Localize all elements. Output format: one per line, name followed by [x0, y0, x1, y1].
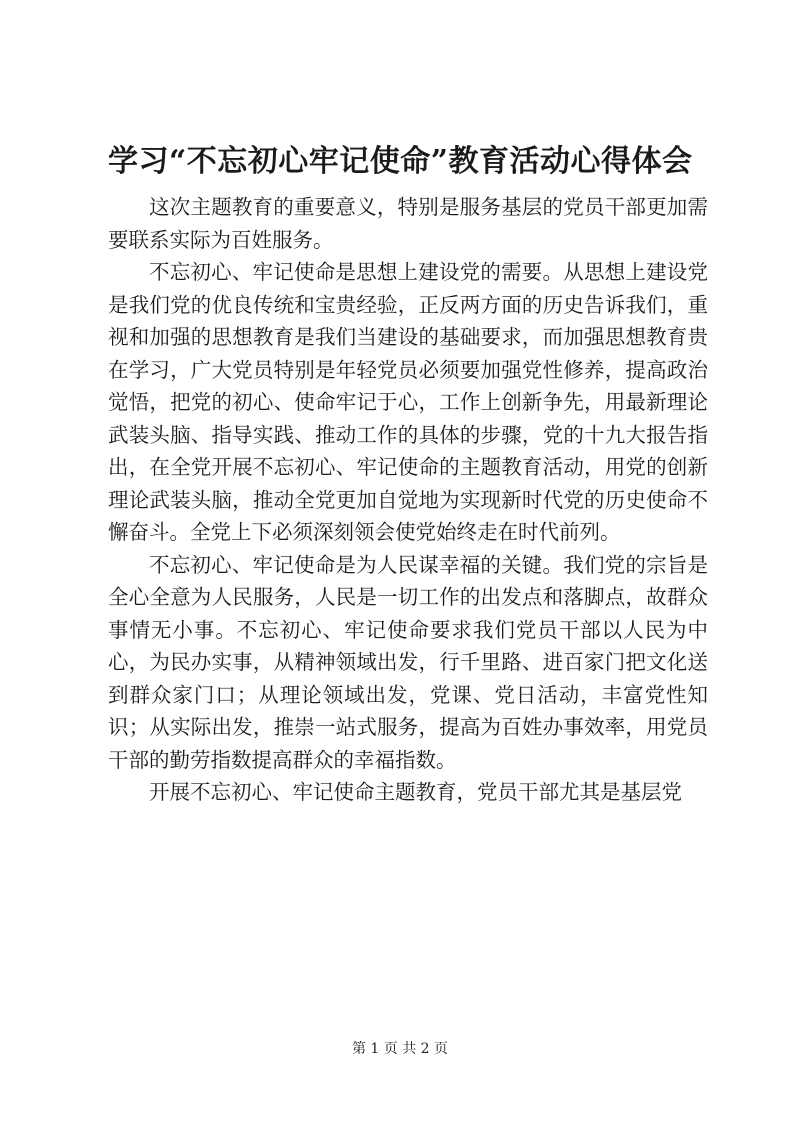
document-body [108, 191, 708, 809]
document-title: 学习“不忘初心牢记使命”教育活动心得体会 [108, 144, 693, 179]
paragraph-4: 开展不忘初心、牢记使命主题教育，党员干部尤其是基层党 [149, 780, 682, 804]
paragraph-1: 这次主题教育的重要意义，特别是服务基层的党员干部更加需要联系实际为百姓服务。 [108, 195, 708, 252]
paragraph-2: 不忘初心、牢记使命是思想上建设党的需要。从思想上建设党是我们党的优良传统和宝贵经验，正反两方面的历史告诉我们，重视和加强的思想教育是我们当建设的基础要求，而加强思想教育贵在学习，广大党员特别是年轻党员必须要加强党性修养，提高政治觉悟，把党的初心、使命牢记于心，工作上创新争先，用最新理论武装头脑、指导实践、推动工作的具体的步骤，党的十九大报告指出，在全党开展不忘初心、牢记使命的主题教育活动，用党的创新理论武装头脑，推动全党更加自觉地为实现新时代党的历史使命不懈奋斗。全党上下必须深刻领会使党始终走在时代前列。 [108, 260, 708, 544]
page-number-footer: 第 1 页 共 2 页 [351, 1041, 449, 1057]
paragraph-3: 不忘初心、牢记使命是为人民谋幸福的关键。我们党的宗旨是全心全意为人民服务，人民是一切工作的出发点和落脚点，故群众事情无小事。不忘初心、牢记使命要求我们党员干部以人民为中心，为民办实事，从精神领域出发，行千里路、进百家门把文化送到群众家门口；从理论领域出发，党课、党日活动，丰富党性知识；从实际出发，推崇一站式服务，提高为百姓办事效率，用党员干部的勤劳指数提高群众的幸福指数。 [108, 552, 708, 772]
